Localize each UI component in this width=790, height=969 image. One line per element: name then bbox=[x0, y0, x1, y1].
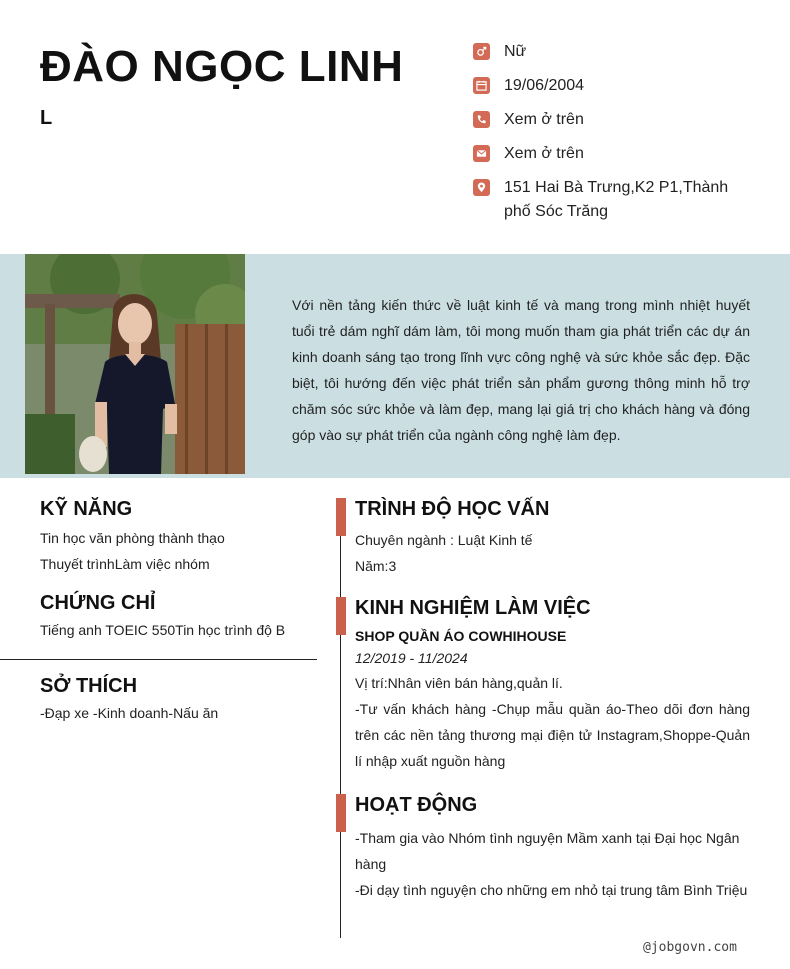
location-icon bbox=[473, 179, 490, 196]
experience-title: KINH NGHIỆM LÀM VIỆC bbox=[355, 597, 591, 619]
hobbies-section bbox=[40, 674, 310, 726]
skill-item: Tin học văn phòng thành thạo bbox=[40, 530, 225, 546]
job-period: 12/2019 - 11/2024 bbox=[355, 650, 468, 666]
gender-icon bbox=[473, 43, 490, 60]
skills-section bbox=[40, 497, 310, 577]
address-value: 151 Hai Bà Trưng,K2 P1,Thành phố Sóc Trăng bbox=[504, 179, 729, 220]
contact-list bbox=[473, 40, 763, 234]
phone-value: Xem ở trên bbox=[504, 111, 584, 128]
contact-birthday bbox=[473, 74, 763, 98]
skill-item: Thuyết trìnhLàm việc nhóm bbox=[40, 556, 210, 572]
education-line: Chuyên ngành : Luật Kinh tế bbox=[355, 532, 533, 548]
experience-section bbox=[355, 596, 750, 774]
watermark: @jobgovn.com bbox=[643, 940, 737, 955]
career-summary: Với nền tảng kiến thức về luật kinh tế và mang trong mình nhiệt huyết tuổi trẻ dám nghĩ dám làm, tôi mong muốn tham gia phát triển các dự án kinh doanh sáng tạo trong lĩnh vực công nghệ và sức khỏe sắc đẹp. Đặc biệt, tôi hướng đến việc phát triển sản phẩm gương thông minh hỗ trợ chăm sóc sức khỏe và làm đẹp, mang lại giá trị cho khách hàng và đóng góp vào sự phát triển của ngành công nghệ làm đẹp. bbox=[292, 297, 750, 443]
hobbies-title: SỞ THÍCH bbox=[40, 675, 138, 697]
experience-marker bbox=[336, 597, 346, 635]
candidate-subtitle: L bbox=[40, 107, 53, 129]
job-position: Vị trí:Nhân viên bán hàng,quản lí. bbox=[355, 675, 563, 691]
email-value: Xem ở trên bbox=[504, 145, 584, 162]
activities-title: HOẠT ĐỘNG bbox=[355, 794, 478, 816]
contact-gender bbox=[473, 40, 763, 64]
calendar-icon bbox=[473, 77, 490, 94]
contact-email bbox=[473, 142, 763, 166]
certificates-section bbox=[40, 591, 310, 643]
education-marker bbox=[336, 498, 346, 536]
email-icon bbox=[473, 145, 490, 162]
activities-section bbox=[355, 793, 750, 903]
certificates-title: CHỨNG CHỈ bbox=[40, 592, 156, 614]
section-divider bbox=[0, 659, 317, 660]
activity-item: -Tham gia vào Nhóm tình nguyện Mầm xanh tại Đại học Ngân hàng bbox=[355, 830, 740, 872]
activity-item: -Đi dạy tình nguyện cho những em nhỏ tại trung tâm Bình Triệu bbox=[355, 882, 748, 898]
job-company: SHOP QUẦN ÁO COWHIHOUSE bbox=[355, 628, 567, 644]
profile-photo bbox=[25, 254, 245, 474]
timeline-line bbox=[340, 500, 341, 938]
skills-title: KỸ NĂNG bbox=[40, 498, 133, 520]
education-line: Năm:3 bbox=[355, 558, 397, 574]
activities-marker bbox=[336, 794, 346, 832]
job-description: -Tư vấn khách hàng -Chụp mẫu quần áo-Theo dõi đơn hàng trên các nền tảng thương mại điện tử Instagram,Shoppe-Quản lí nhập xuất nguồn hàng bbox=[355, 701, 750, 769]
candidate-name: ĐÀO NGỌC LINH bbox=[40, 42, 404, 91]
contact-address bbox=[473, 176, 763, 224]
phone-icon bbox=[473, 111, 490, 128]
certificate-item: Tiếng anh TOEIC 550Tin học trình độ B bbox=[40, 622, 286, 638]
birthday-value: 19/06/2004 bbox=[504, 77, 585, 94]
education-title: TRÌNH ĐỘ HỌC VẤN bbox=[355, 498, 550, 520]
hobby-item: -Đạp xe -Kinh doanh-Nấu ăn bbox=[40, 705, 219, 721]
contact-phone bbox=[473, 108, 763, 132]
gender-value: Nữ bbox=[504, 43, 527, 60]
education-section bbox=[355, 497, 750, 579]
